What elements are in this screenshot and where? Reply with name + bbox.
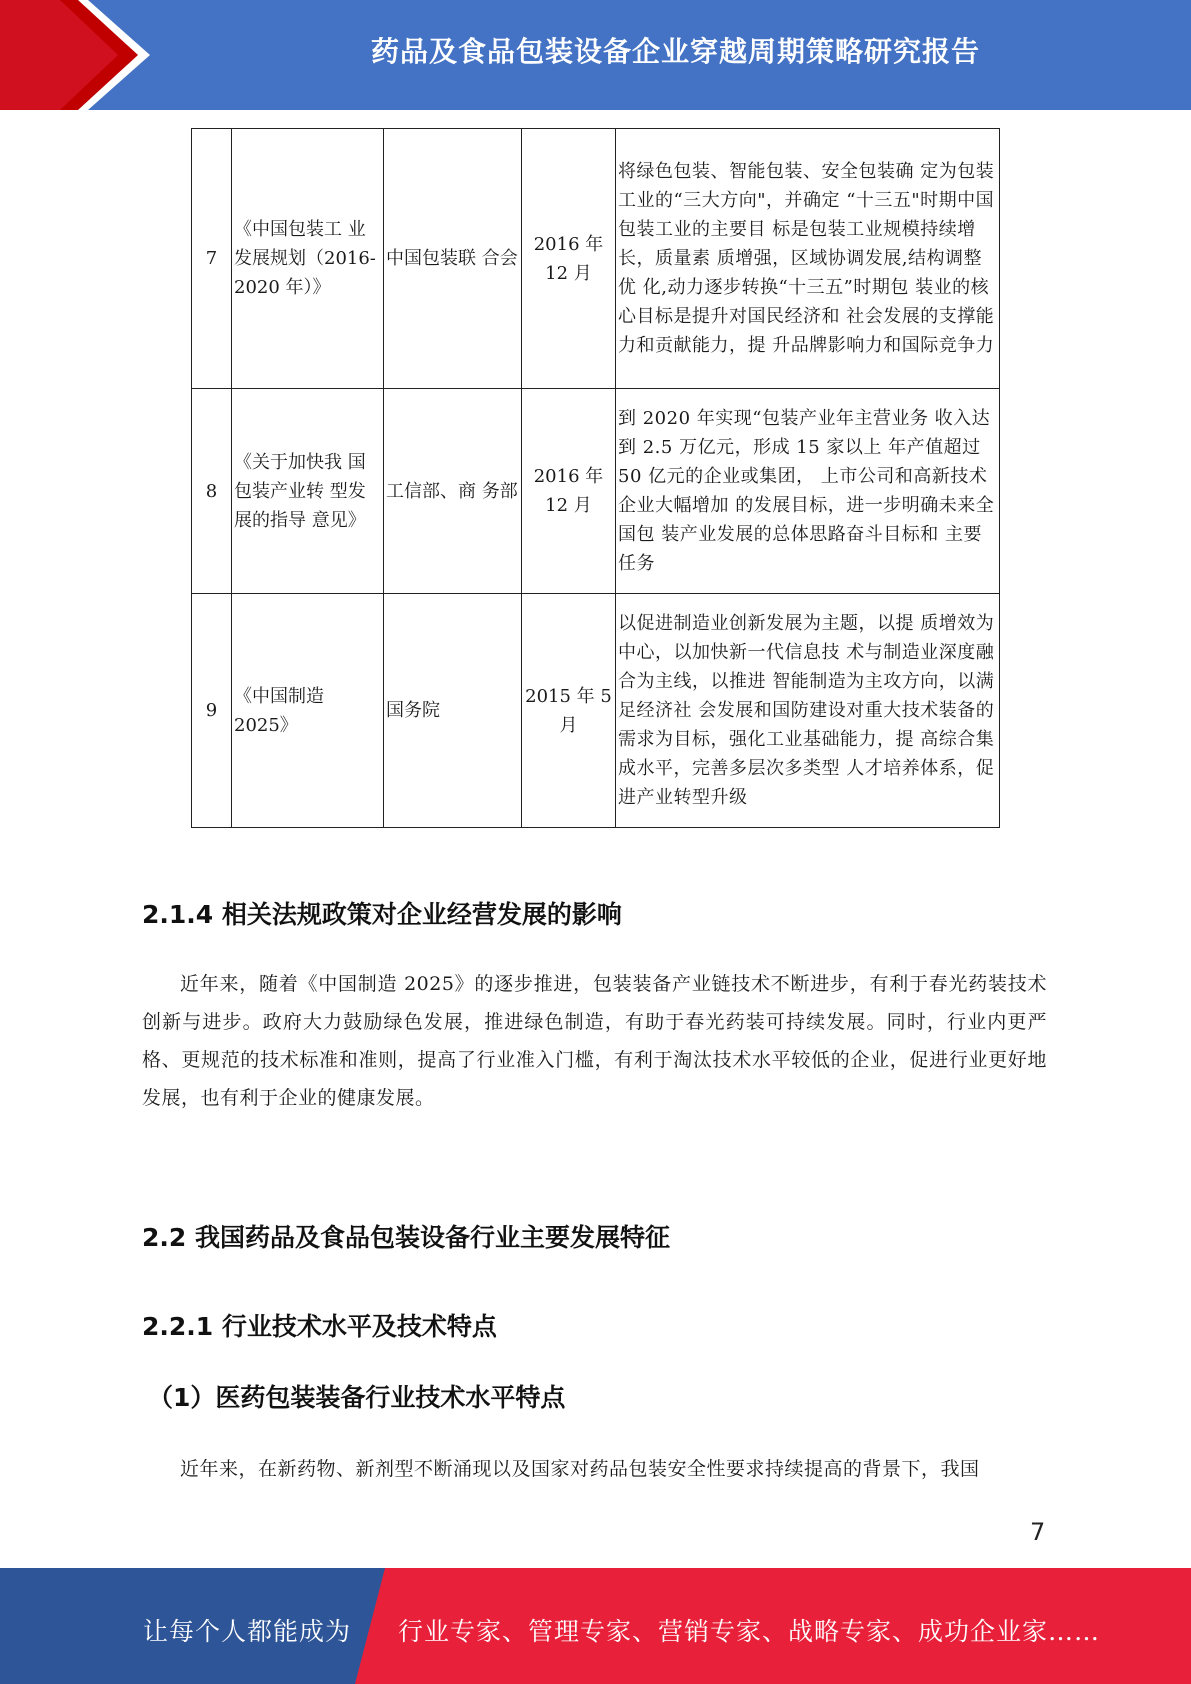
footer-slogan-right: 行业专家、管理专家、营销专家、战略专家、成功企业家…… <box>398 1617 1101 1646</box>
issuing-org: 中国包装联 合会 <box>384 129 522 389</box>
issue-date: 2016 年 12 月 <box>522 389 616 594</box>
table-row <box>192 594 1000 828</box>
issue-date: 2016 年 12 月 <box>522 129 616 389</box>
policy-name: 《中国制造 2025》 <box>232 594 384 828</box>
policy-content: 到 2020 年实现“包装产业年主营业务 收入达到 2.5 万亿元，形成 15 家以上 年产值超过 50 亿元的企业或集团， 上市公司和高新技术企业大幅增加 的发展目标，进一步明确未来全国包 装产业发展的总体思路奋斗目标和 主要任务 <box>616 389 1000 594</box>
subsection-heading-1: （1）医药包装装备行业技术水平特点 <box>148 1383 566 1412</box>
page-header <box>0 0 1191 110</box>
policy-content: 将绿色包装、智能包装、安全包装确 定为包装工业的“三大方向"，并确定 “十三五"时期中国包装工业的主要目 标是包装工业规模持续增长，质量素 质增强，区域协调发展,结构调整优 化,动力逐步转换“十三五”时期包 装业的核心目标是提升对国民经济和 社会发展的支撑能力和贡献能力，提 升品牌影响力和国际竞争力 <box>616 129 1000 389</box>
section-heading-2-2: 2.2 我国药品及食品包装设备行业主要发展特征 <box>142 1223 670 1252</box>
subsection-paragraph-1: 近年来，在新药物、新剂型不断涌现以及国家对药品包装安全性要求持续提高的背景下，我国 <box>180 1458 980 1480</box>
table-row <box>192 389 1000 594</box>
policy-table <box>191 128 1000 828</box>
report-title: 药品及食品包装设备企业穿越周期策略研究报告 <box>370 35 980 68</box>
issuing-org: 工信部、商 务部 <box>384 389 522 594</box>
row-number: 8 <box>192 389 232 594</box>
page-footer <box>0 1568 1191 1684</box>
section-heading-2-2-1: 2.2.1 行业技术水平及技术特点 <box>142 1312 497 1341</box>
row-number: 7 <box>192 129 232 389</box>
policy-name: 《关于加快我 国包装产业转 型发展的指导 意见》 <box>232 389 384 594</box>
footer-slogan-left: 让每个人都能成为 <box>143 1617 352 1646</box>
section-heading-2-1-4: 2.1.4 相关法规政策对企业经营发展的影响 <box>142 900 622 929</box>
section-paragraph-2-1-4: 近年来，随着《中国制造 2025》的逐步推进，包装装备产业链技术不断进步，有利于春光药装技术创新与进步。政府大力鼓励绿色发展，推进绿色制造，有助于春光药装可持续发展。同时，行业内更严格、更规范的技术标准和准则，提高了行业准入门槛，有利于淘汰技术水平较低的企业，促进行业更好地发展，也有利于企业的健康发展。 <box>142 973 1047 1109</box>
policy-content: 以促进制造业创新发展为主题，以提 质增效为中心，以加快新一代信息技 术与制造业深度融合为主线，以推进 智能制造为主攻方向，以满足经济社 会发展和国防建设对重大技术装备的 需求为目标，强化工业基础能力，提 高综合集成水平，完善多层次多类型 人才培养体系，促进产业转型升级 <box>616 594 1000 828</box>
page-number: 7 <box>1030 1518 1046 1546</box>
policy-name: 《中国包装工 业发展规划（2016-2020 年）》 <box>232 129 384 389</box>
header-arrow-decoration <box>0 0 150 110</box>
row-number: 9 <box>192 594 232 828</box>
issue-date: 2015 年 5 月 <box>522 594 616 828</box>
table-row <box>192 129 1000 389</box>
issuing-org: 国务院 <box>384 594 522 828</box>
